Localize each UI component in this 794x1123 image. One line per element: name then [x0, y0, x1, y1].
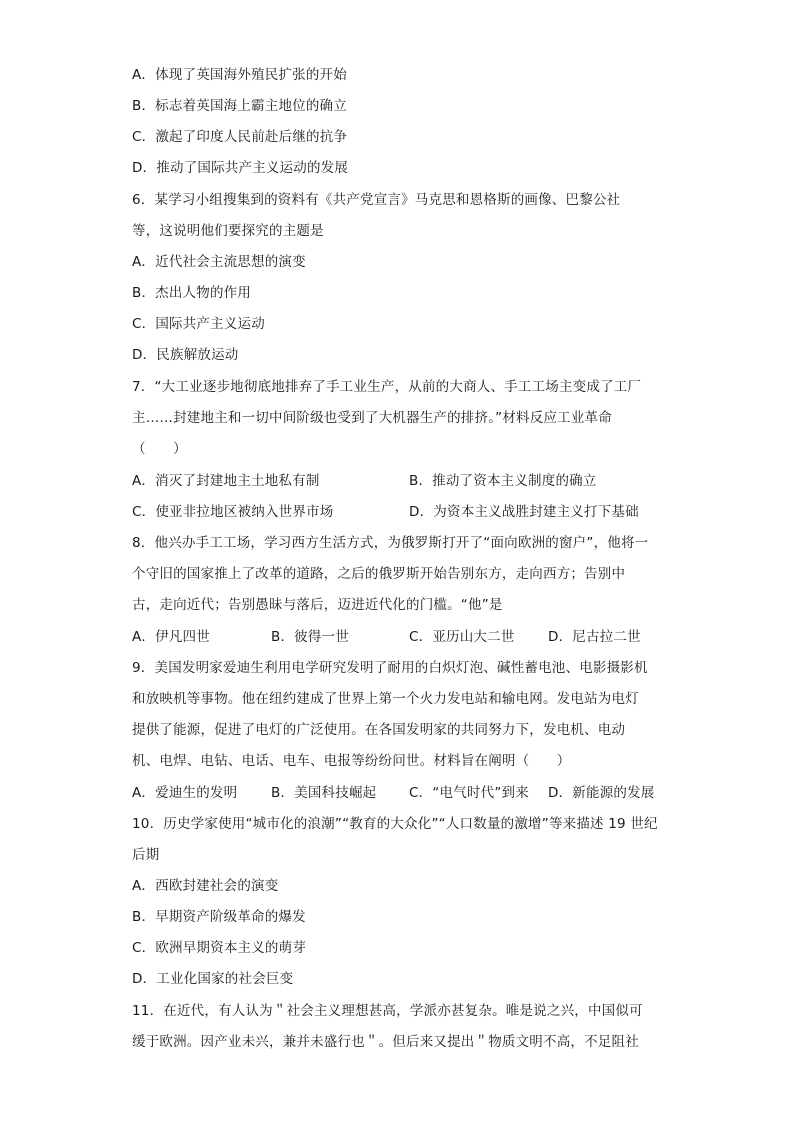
q7-option-a[interactable]: A．消灭了封建地主土地私有制	[132, 473, 320, 489]
q9-option-d[interactable]: D．新能源的发展	[548, 785, 655, 801]
q10-option-d[interactable]: D．工业化国家的社会巨变	[132, 971, 294, 987]
q8-stem-line-2: 个守旧的国家推上了改革的道路，之后的俄罗斯开始告别东方，走向西方；告别中	[132, 566, 626, 582]
q6-stem-line-2: 等，这说明他们要探究的主题是	[132, 223, 324, 239]
q9-option-c[interactable]: C．“电气时代”到来	[409, 785, 529, 801]
q6-option-a[interactable]: A．近代社会主流思想的演变	[132, 254, 306, 270]
q9-option-a[interactable]: A．爱迪生的发明	[132, 785, 238, 801]
q11-stem-line-2: 缓于欧洲。因产业未兴，兼并未盛行也＂。但后来又提出＂物质文明不高，不足阻社	[132, 1034, 639, 1050]
q8-stem-line-1: 8．他兴办手工工场，学习西方生活方式，为俄罗斯打开了“面向欧洲的窗户”，他将一	[132, 535, 649, 551]
q10-stem-line-1: 10．历史学家使用“城市化的浪潮”“教育的大众化”“人口数量的激增”等来描述 19 世纪	[132, 816, 658, 832]
q9-stem-line-2: 和放映机等事物。他在纽约建成了世界上第一个火力发电站和输电网。发电站为电灯	[132, 691, 639, 707]
q6-stem-line-1: 6．某学习小组搜集到的资料有《共产党宣言》马克思和恩格斯的画像、巴黎公社	[132, 192, 621, 208]
q10-option-c[interactable]: C．欧洲早期资本主义的萌芽	[132, 940, 307, 956]
q8-option-c[interactable]: C．亚历山大二世	[409, 629, 515, 645]
q11-stem-line-1: 11．在近代，有人认为＂社会主义理想甚高，学派亦甚复杂。唯是说之兴，中国似可	[132, 1003, 643, 1019]
q10-option-b[interactable]: B．早期资产阶级革命的爆发	[132, 909, 306, 925]
q7-option-d[interactable]: D．为资本主义战胜封建主义打下基础	[409, 504, 639, 520]
q6-option-b[interactable]: B．杰出人物的作用	[132, 285, 252, 301]
q8-option-a[interactable]: A．伊凡四世	[132, 629, 210, 645]
q9-stem-line-3: 提供了能源，促进了电灯的广泛使用。在各国发明家的共同努力下，发电机、电动	[132, 722, 626, 738]
q5-option-c[interactable]: C．激起了印度人民前赴后继的抗争	[132, 129, 348, 145]
q9-stem-line-1: 9．美国发明家爱迪生利用电学研究发明了耐用的白炽灯泡、碱性蓄电池、电影摄影机	[132, 660, 648, 676]
q9-stem-line-4: 机、电焊、电钻、电话、电车、电报等纷纷问世。材料旨在阐明（ ）	[132, 753, 571, 769]
q8-option-d[interactable]: D．尼古拉二世	[548, 629, 641, 645]
q10-option-a[interactable]: A．西欧封建社会的演变	[132, 878, 279, 894]
q10-stem-line-2: 后期	[132, 847, 160, 863]
q5-option-d[interactable]: D．推动了国际共产主义运动的发展	[132, 160, 349, 176]
q8-option-b[interactable]: B．彼得一世	[271, 629, 349, 645]
q7-stem-line-3: （ ）	[132, 441, 187, 457]
q5-option-a[interactable]: A．体现了英国海外殖民扩张的开始	[132, 67, 347, 83]
q6-option-c[interactable]: C．国际共产主义运动	[132, 316, 265, 332]
q7-stem-line-1: 7．“大工业逐步地彻底地排弃了手工业生产，从前的大商人、手工工场主变成了工厂	[132, 379, 642, 395]
q6-option-d[interactable]: D．民族解放运动	[132, 347, 239, 363]
q9-option-b[interactable]: B．美国科技崛起	[271, 785, 377, 801]
q7-option-c[interactable]: C．使亚非拉地区被纳入世界市场	[132, 504, 334, 520]
q7-option-b[interactable]: B．推动了资本主义制度的确立	[409, 473, 597, 489]
q8-stem-line-3: 古，走向近代；告别愚昧与落后，迈进近代化的门槛。“他”是	[132, 597, 503, 613]
q7-stem-line-2: 主……封建地主和一切中间阶级也受到了大机器生产的排挤。”材料反应工业革命	[132, 410, 612, 426]
q5-option-b[interactable]: B．标志着英国海上霸主地位的确立	[132, 98, 347, 114]
